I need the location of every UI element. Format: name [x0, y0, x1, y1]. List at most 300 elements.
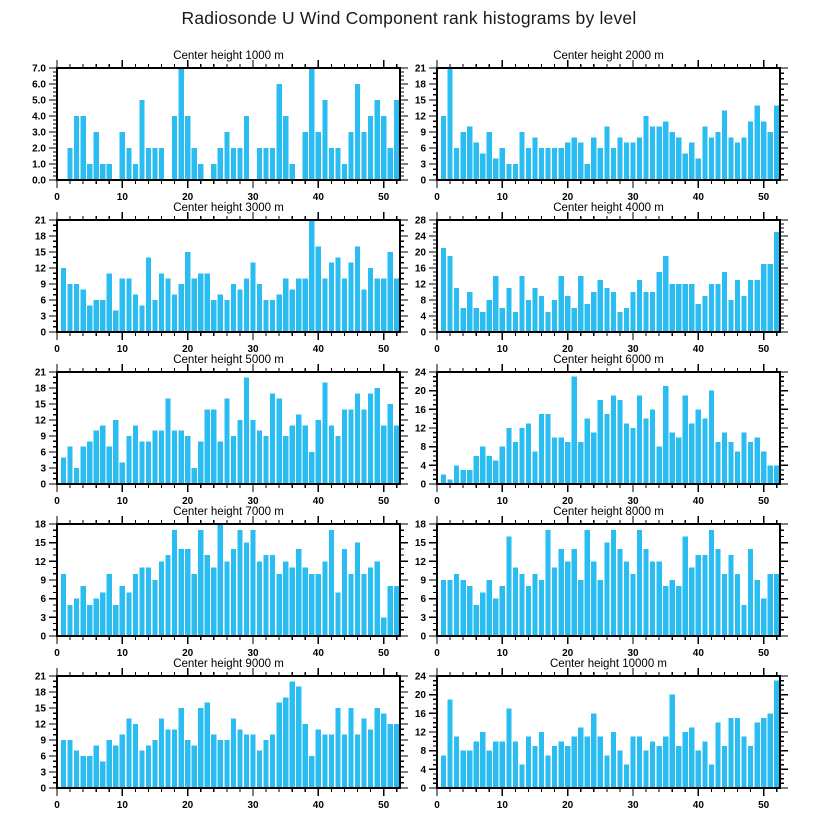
- x-tick-label: 10: [496, 648, 508, 659]
- y-tick-label: 16: [414, 263, 426, 275]
- bar: [388, 404, 393, 484]
- bar: [526, 586, 531, 636]
- bar: [474, 741, 479, 788]
- y-tick-label: 0: [40, 327, 46, 339]
- bar: [179, 431, 184, 484]
- bar: [361, 719, 366, 788]
- bar: [598, 148, 603, 180]
- bar: [316, 729, 321, 788]
- x-tick-label: 40: [312, 648, 324, 659]
- bar: [578, 727, 583, 788]
- bar: [467, 586, 472, 636]
- bar: [113, 745, 118, 788]
- bar: [257, 751, 262, 788]
- bar: [637, 737, 642, 788]
- y-tick-label: 15: [414, 95, 426, 107]
- bar: [185, 252, 190, 332]
- bar: [381, 713, 386, 788]
- bar: [689, 568, 694, 636]
- bar: [604, 543, 609, 636]
- bar: [676, 437, 681, 484]
- bar: [572, 549, 577, 636]
- bar: [67, 148, 72, 180]
- bar: [224, 132, 229, 180]
- bar: [441, 248, 446, 332]
- bar: [394, 425, 399, 484]
- bar: [270, 393, 275, 484]
- bar: [67, 284, 72, 332]
- bar: [728, 555, 733, 636]
- bar: [94, 745, 99, 788]
- bar: [342, 409, 347, 484]
- x-tick-label: 0: [434, 496, 440, 507]
- bar: [657, 272, 662, 332]
- bar: [322, 735, 327, 788]
- bar: [67, 605, 72, 636]
- bar: [250, 735, 255, 788]
- bar: [394, 724, 399, 788]
- bar: [172, 295, 177, 332]
- bar: [519, 276, 524, 332]
- bar: [441, 755, 446, 788]
- bar: [539, 148, 544, 180]
- x-tick-label: 40: [312, 192, 324, 203]
- bar: [192, 574, 197, 636]
- bar: [728, 300, 733, 332]
- y-tick-label: 4.0: [32, 111, 46, 123]
- bar: [375, 100, 380, 180]
- bar: [172, 431, 177, 484]
- bar: [650, 409, 655, 484]
- y-tick-label: 0: [40, 783, 46, 795]
- bar: [231, 148, 236, 180]
- bar: [277, 574, 282, 636]
- bar: [100, 592, 105, 636]
- bar: [696, 409, 701, 484]
- bar: [126, 436, 131, 484]
- bar: [696, 304, 701, 332]
- bar: [394, 279, 399, 332]
- bar: [303, 279, 308, 332]
- bar: [578, 276, 583, 332]
- subplot-title: Center height 3000 m: [173, 202, 284, 214]
- bar: [552, 437, 557, 484]
- bar: [329, 263, 334, 332]
- x-tick-label: 50: [378, 344, 390, 355]
- bar: [513, 442, 518, 484]
- bar: [107, 447, 112, 484]
- bar: [676, 586, 681, 636]
- y-tick-label: 8: [420, 442, 426, 454]
- x-tick-label: 10: [496, 192, 508, 203]
- bar: [715, 442, 720, 484]
- bar: [676, 284, 681, 332]
- bar: [578, 143, 583, 180]
- bar: [513, 741, 518, 788]
- x-tick-label: 30: [627, 496, 639, 507]
- bar: [663, 737, 668, 788]
- y-tick-label: 15: [34, 538, 46, 550]
- bar: [650, 127, 655, 180]
- bar: [702, 296, 707, 332]
- bar: [172, 530, 177, 636]
- bar: [565, 143, 570, 180]
- bar: [159, 719, 164, 788]
- bar: [702, 741, 707, 788]
- bar: [120, 279, 125, 332]
- bar: [296, 279, 301, 332]
- subplot-9: [0, 654, 409, 814]
- bar: [748, 442, 753, 484]
- bar: [61, 268, 66, 332]
- bar: [94, 132, 99, 180]
- bar: [277, 399, 282, 484]
- bar: [152, 300, 157, 332]
- bar: [572, 377, 577, 484]
- y-tick-label: 15: [34, 247, 46, 259]
- bar: [244, 543, 249, 636]
- bar: [361, 409, 366, 484]
- bar: [545, 755, 550, 788]
- bar: [133, 425, 138, 484]
- bar: [388, 586, 393, 636]
- y-tick-label: 0: [420, 479, 426, 491]
- bar: [539, 414, 544, 484]
- bar: [322, 100, 327, 180]
- bar: [388, 724, 393, 788]
- y-tick-label: 1.0: [32, 159, 46, 171]
- bar: [722, 272, 727, 332]
- bar: [650, 741, 655, 788]
- bar: [283, 436, 288, 484]
- bar: [263, 740, 268, 788]
- bar: [179, 284, 184, 332]
- bar: [637, 280, 642, 332]
- bar: [355, 543, 360, 636]
- bar: [604, 414, 609, 484]
- bar: [657, 561, 662, 636]
- x-tick-label: 10: [496, 344, 508, 355]
- bar: [552, 568, 557, 636]
- y-tick-label: 20: [414, 247, 426, 259]
- bar: [165, 279, 170, 332]
- bar: [107, 740, 112, 788]
- bar: [257, 148, 262, 180]
- y-tick-label: 0.0: [32, 175, 46, 187]
- bar: [454, 148, 459, 180]
- bar: [250, 530, 255, 636]
- x-tick-label: 0: [54, 192, 60, 203]
- bar: [650, 561, 655, 636]
- bar: [559, 148, 564, 180]
- y-tick-label: 6: [420, 143, 426, 155]
- bar: [283, 697, 288, 788]
- bar: [578, 580, 583, 636]
- bar: [257, 561, 262, 636]
- bar: [290, 289, 295, 332]
- bar: [270, 148, 275, 180]
- bar: [368, 568, 373, 636]
- bar: [585, 304, 590, 332]
- bar: [87, 441, 92, 484]
- bar: [126, 719, 131, 788]
- bar: [329, 148, 334, 180]
- subplot-title: Center height 4000 m: [553, 202, 664, 214]
- bar: [205, 703, 210, 788]
- bar: [689, 143, 694, 180]
- bar: [133, 164, 138, 180]
- y-tick-label: 9: [40, 279, 46, 291]
- bar: [696, 555, 701, 636]
- subplot-3: [0, 198, 409, 358]
- bar: [375, 708, 380, 788]
- bar: [211, 300, 216, 332]
- bar: [441, 475, 446, 484]
- bar: [361, 132, 366, 180]
- bar: [185, 436, 190, 484]
- y-tick-label: 0: [420, 783, 426, 795]
- bar: [231, 719, 236, 788]
- bar: [447, 580, 452, 636]
- bar: [146, 568, 151, 636]
- bar: [348, 708, 353, 788]
- bar: [205, 409, 210, 484]
- bar: [715, 284, 720, 332]
- y-tick-label: 6: [40, 295, 46, 307]
- bar: [532, 288, 537, 332]
- bar: [519, 765, 524, 788]
- bar: [735, 574, 740, 636]
- bar: [735, 451, 740, 484]
- bar: [676, 746, 681, 788]
- bar: [493, 276, 498, 332]
- bar: [480, 153, 485, 180]
- bar: [61, 740, 66, 788]
- bar: [270, 300, 275, 332]
- bar: [755, 105, 760, 180]
- x-tick-label: 20: [562, 496, 574, 507]
- bar: [198, 441, 203, 484]
- y-tick-label: 21: [34, 215, 46, 227]
- bar: [179, 68, 184, 180]
- bar: [237, 530, 242, 636]
- bar: [348, 263, 353, 332]
- bar: [394, 586, 399, 636]
- bar: [585, 737, 590, 788]
- bar: [624, 423, 629, 484]
- x-tick-label: 40: [312, 344, 324, 355]
- y-tick-label: 12: [414, 727, 426, 739]
- subplot-6: [409, 350, 818, 510]
- bar: [643, 292, 648, 332]
- bar: [67, 740, 72, 788]
- bar: [375, 561, 380, 636]
- bar: [303, 425, 308, 484]
- bar: [467, 470, 472, 484]
- bar: [263, 300, 268, 332]
- bar: [526, 148, 531, 180]
- bar: [81, 447, 86, 484]
- bar: [113, 420, 118, 484]
- bar: [513, 312, 518, 332]
- bar: [474, 605, 479, 636]
- bar: [539, 580, 544, 636]
- subplot-title: Center height 7000 m: [173, 506, 284, 518]
- bar: [335, 436, 340, 484]
- bar: [474, 308, 479, 332]
- x-tick-label: 50: [378, 496, 390, 507]
- y-tick-label: 3: [420, 612, 426, 624]
- bar: [257, 431, 262, 484]
- bar: [309, 220, 314, 332]
- bar: [591, 292, 596, 332]
- bar: [152, 148, 157, 180]
- bar: [94, 599, 99, 636]
- bar: [683, 153, 688, 180]
- bar: [532, 137, 537, 180]
- bar: [107, 273, 112, 332]
- bar: [126, 592, 131, 636]
- bar: [270, 555, 275, 636]
- bar: [309, 574, 314, 636]
- bar: [244, 377, 249, 484]
- bar: [774, 681, 779, 788]
- bar: [545, 414, 550, 484]
- bar: [205, 555, 210, 636]
- bar: [283, 279, 288, 332]
- bar: [487, 580, 492, 636]
- bar: [348, 409, 353, 484]
- bar: [244, 279, 249, 332]
- bar: [611, 148, 616, 180]
- bar: [715, 549, 720, 636]
- y-tick-label: 18: [34, 383, 46, 395]
- bar: [159, 431, 164, 484]
- bar: [218, 524, 223, 636]
- bar: [146, 441, 151, 484]
- bar: [748, 746, 753, 788]
- bar: [709, 391, 714, 484]
- bar: [761, 451, 766, 484]
- bar: [303, 568, 308, 636]
- bar: [454, 288, 459, 332]
- bar: [565, 296, 570, 332]
- bar: [263, 148, 268, 180]
- bar: [670, 132, 675, 180]
- subplot-title: Center height 10000 m: [550, 658, 667, 670]
- x-tick-label: 30: [247, 344, 259, 355]
- bar: [192, 468, 197, 484]
- bar: [100, 425, 105, 484]
- bar: [624, 561, 629, 636]
- bar: [342, 549, 347, 636]
- bar: [81, 289, 86, 332]
- x-tick-label: 20: [182, 648, 194, 659]
- bar: [532, 574, 537, 636]
- bar: [454, 574, 459, 636]
- bar: [722, 111, 727, 180]
- bar: [467, 127, 472, 180]
- x-tick-label: 30: [247, 648, 259, 659]
- bar: [670, 284, 675, 332]
- bar: [139, 441, 144, 484]
- y-tick-label: 20: [414, 690, 426, 702]
- x-tick-label: 10: [116, 800, 128, 811]
- bar: [643, 751, 648, 788]
- bar: [761, 718, 766, 788]
- y-tick-label: 0: [420, 175, 426, 187]
- y-tick-label: 15: [34, 703, 46, 715]
- bar: [761, 599, 766, 636]
- bar: [335, 708, 340, 788]
- y-tick-label: 12: [34, 415, 46, 427]
- bar: [87, 605, 92, 636]
- bar: [467, 292, 472, 332]
- bar: [192, 745, 197, 788]
- y-tick-label: 28: [414, 215, 426, 227]
- y-tick-label: 0: [40, 479, 46, 491]
- bar: [179, 549, 184, 636]
- bar: [728, 718, 733, 788]
- bar: [61, 457, 66, 484]
- bar: [591, 561, 596, 636]
- bar: [296, 415, 301, 484]
- x-tick-label: 20: [182, 496, 194, 507]
- bar: [487, 300, 492, 332]
- bar: [355, 393, 360, 484]
- y-tick-label: 7.0: [32, 63, 46, 75]
- y-tick-label: 3: [40, 767, 46, 779]
- bar: [152, 580, 157, 636]
- bar: [663, 586, 668, 636]
- x-tick-label: 40: [692, 800, 704, 811]
- bar: [361, 289, 366, 332]
- bar: [257, 284, 262, 332]
- bar: [244, 116, 249, 180]
- bar: [61, 574, 66, 636]
- y-tick-label: 6: [40, 447, 46, 459]
- y-tick-label: 12: [34, 719, 46, 731]
- x-tick-label: 20: [182, 344, 194, 355]
- y-tick-label: 16: [414, 404, 426, 416]
- bar: [152, 431, 157, 484]
- bar: [480, 732, 485, 788]
- bar: [74, 751, 79, 788]
- bar: [709, 284, 714, 332]
- bar: [277, 84, 282, 180]
- bar: [237, 148, 242, 180]
- bar: [617, 400, 622, 484]
- y-tick-label: 24: [414, 367, 426, 379]
- y-tick-label: 12: [414, 423, 426, 435]
- bar: [715, 723, 720, 788]
- bar: [250, 263, 255, 332]
- bar: [683, 732, 688, 788]
- bar: [198, 164, 203, 180]
- bar: [709, 137, 714, 180]
- bar: [74, 468, 79, 484]
- subplot-4: [409, 198, 818, 358]
- bar: [702, 555, 707, 636]
- bar: [493, 461, 498, 484]
- y-tick-label: 6: [40, 751, 46, 763]
- bar: [447, 699, 452, 788]
- x-tick-label: 50: [758, 192, 770, 203]
- bar: [774, 105, 779, 180]
- bar: [120, 132, 125, 180]
- x-tick-label: 40: [692, 496, 704, 507]
- x-tick-label: 10: [496, 800, 508, 811]
